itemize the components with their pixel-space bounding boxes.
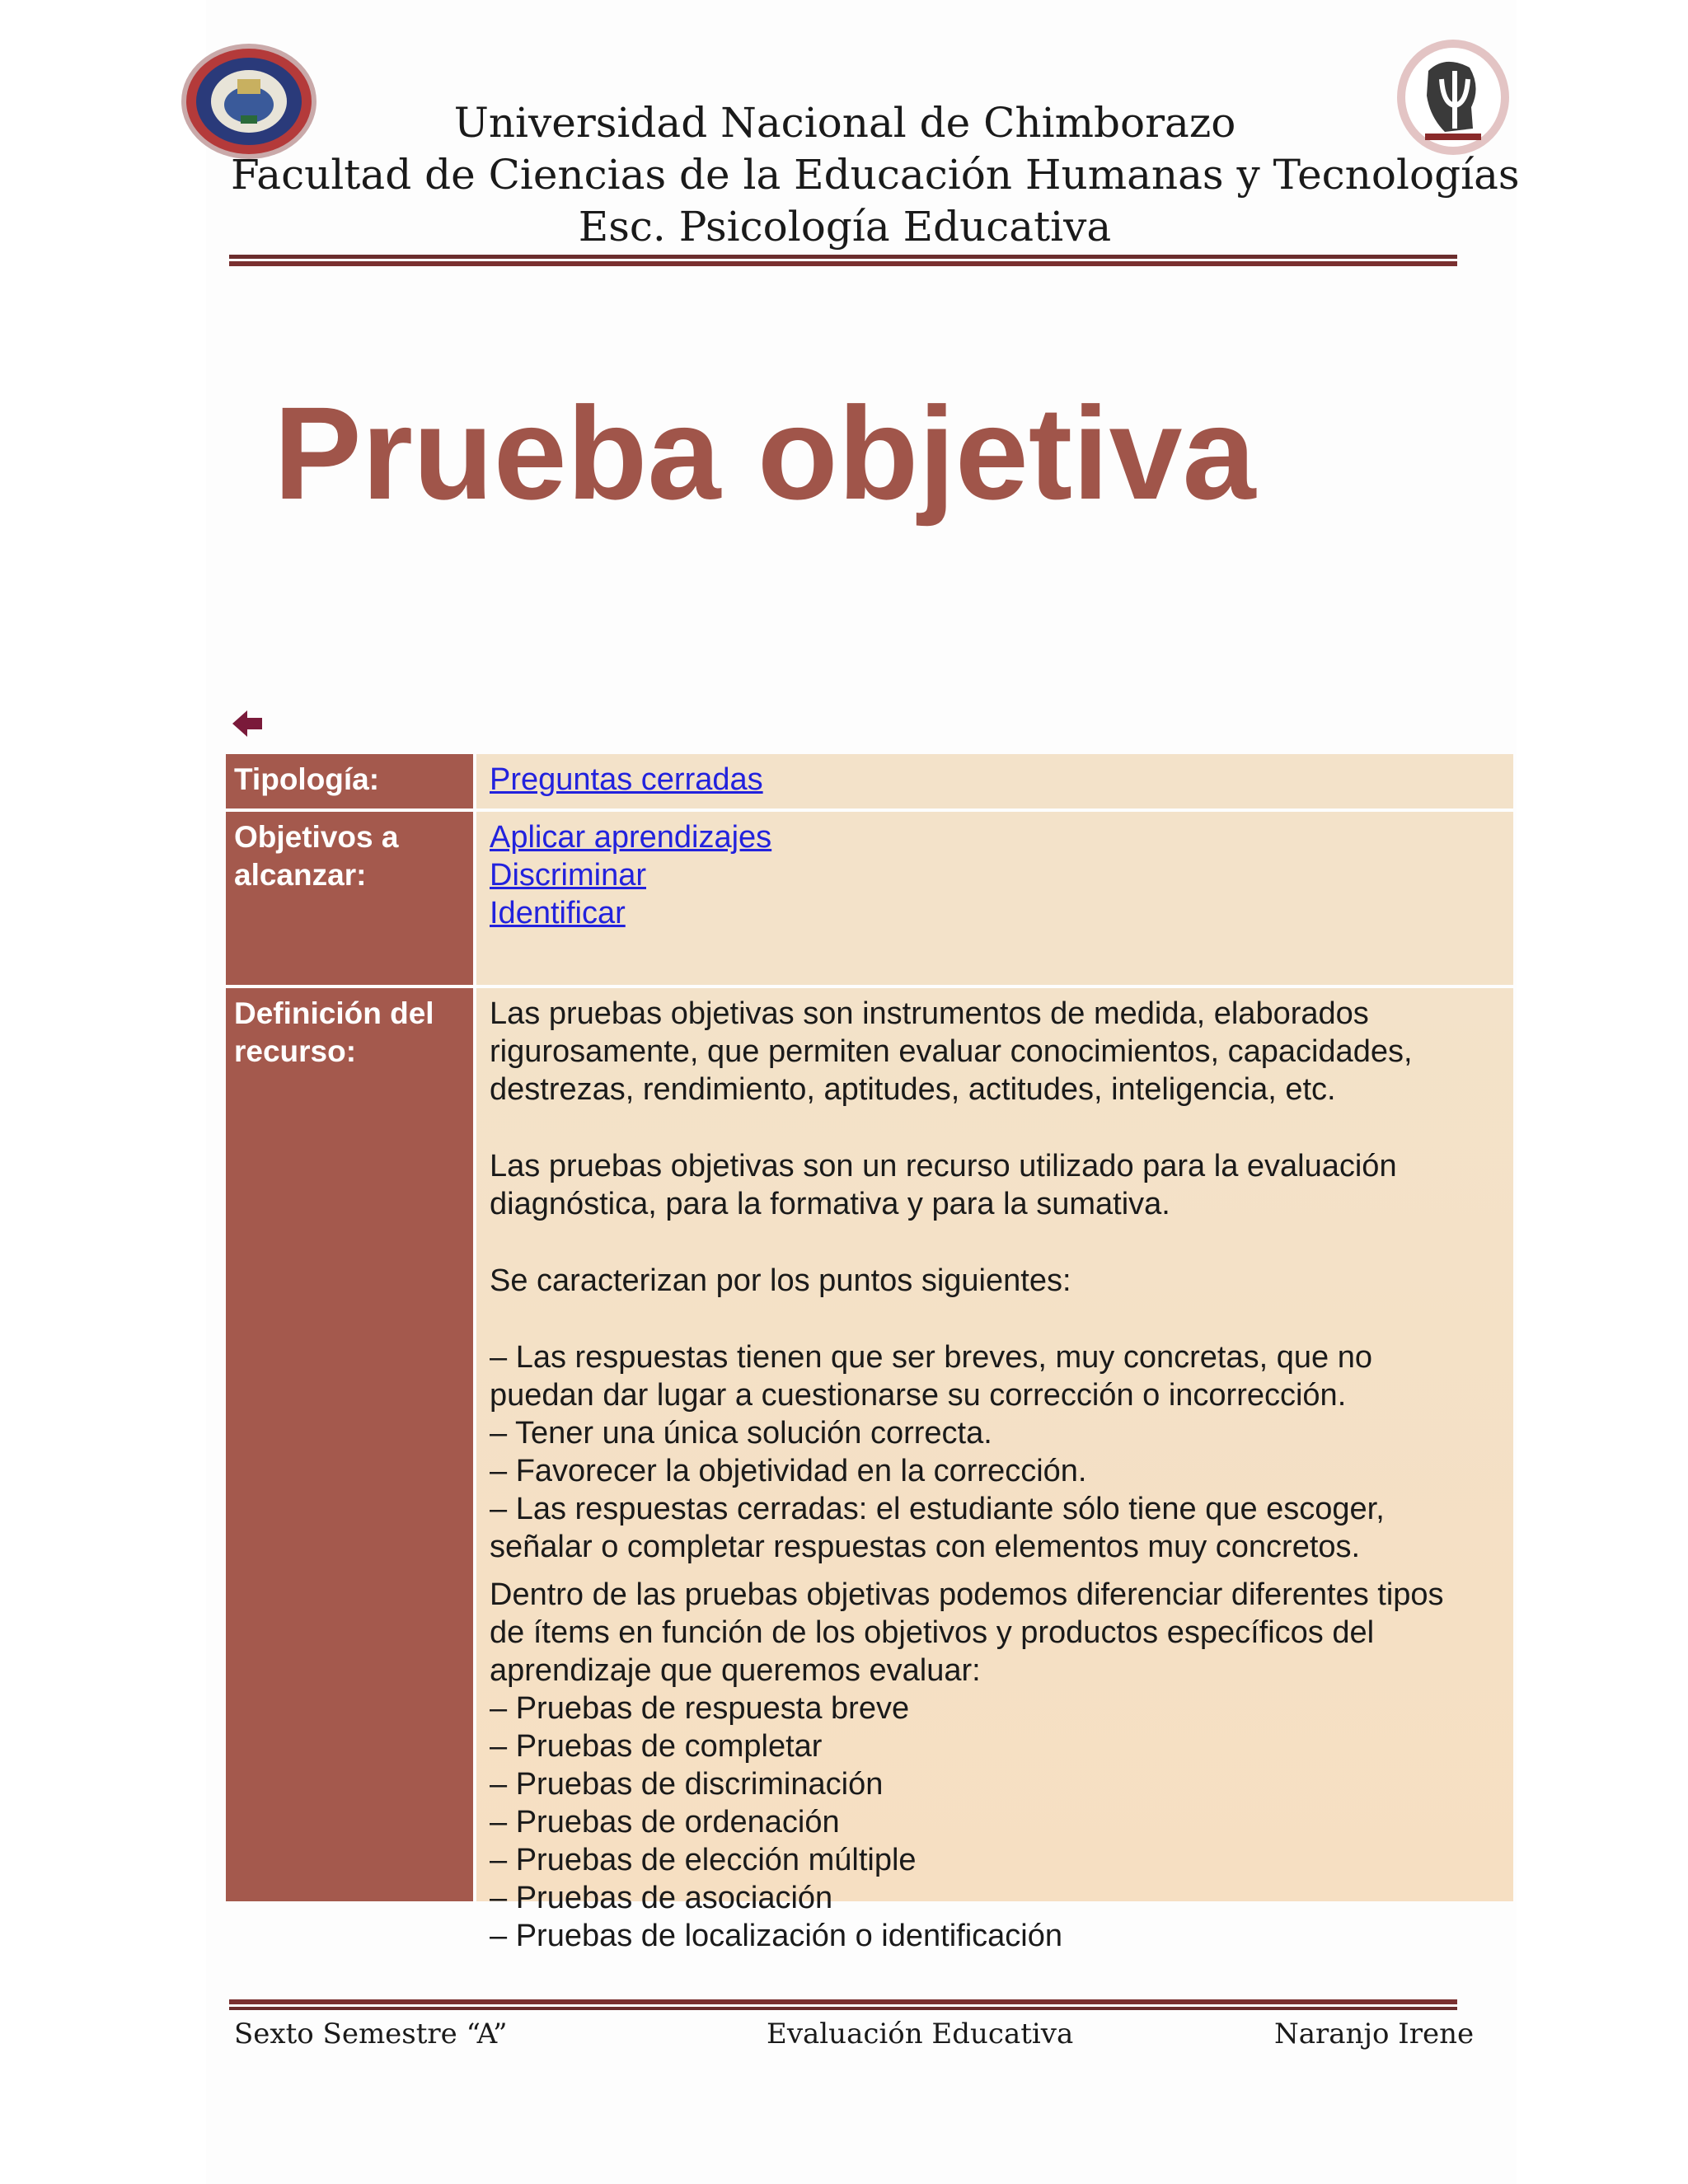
objetivos-label-line1: Objetivos a bbox=[234, 820, 399, 854]
list-item: – Pruebas de completar bbox=[490, 1729, 823, 1764]
text-line: de ítems en función de los objetivos y productos específicos del bbox=[490, 1615, 1375, 1650]
text-line: diagnóstica, para la formativa y para la sumativa. bbox=[490, 1187, 1170, 1221]
text-line: – Las respuestas cerradas: el estudiante sólo tiene que escoger, bbox=[490, 1492, 1385, 1526]
text-line: señalar o completar respuestas con elementos muy concretos. bbox=[490, 1530, 1361, 1564]
definition-paragraph bbox=[490, 995, 1513, 1108]
back-arrow-icon[interactable] bbox=[231, 705, 267, 742]
row-label bbox=[226, 988, 473, 1901]
row-content bbox=[476, 754, 1513, 808]
text-line: puedan dar lugar a cuestionarse su corrección o incorrección. bbox=[490, 1378, 1347, 1413]
footer-divider bbox=[229, 1999, 1457, 2011]
university-name: Universidad Nacional de Chimborazo bbox=[453, 99, 1236, 147]
row-label bbox=[226, 754, 473, 808]
link-identificar[interactable]: Identificar bbox=[490, 896, 626, 930]
row-content bbox=[476, 988, 1513, 1953]
list-item: – Pruebas de elección múltiple bbox=[490, 1843, 917, 1877]
row-content bbox=[476, 812, 1513, 985]
text-line: destrezas, rendimiento, aptitudes, actitudes, inteligencia, etc. bbox=[490, 1072, 1336, 1107]
footer-author: Naranjo Irene bbox=[1274, 2018, 1475, 2050]
list-item: – Pruebas de localización o identificación bbox=[490, 1919, 1062, 1953]
text-line: Dentro de las pruebas objetivas podemos diferenciar diferentes tipos bbox=[490, 1577, 1444, 1612]
link-preguntas-cerradas[interactable]: Preguntas cerradas bbox=[490, 762, 763, 797]
characteristics-list bbox=[490, 1338, 1513, 1566]
text-line: Las pruebas objetivas son un recurso utilizado para la evaluación bbox=[490, 1149, 1397, 1183]
item-types-list bbox=[490, 1576, 1513, 1955]
row-label bbox=[226, 812, 473, 985]
text-line: aprendizaje que queremos evaluar: bbox=[490, 1653, 981, 1688]
institution-header bbox=[231, 97, 1520, 253]
table-row-definicion bbox=[226, 988, 1513, 1953]
objetivos-label-line2: alcanzar: bbox=[234, 858, 367, 892]
document-title: Prueba objetiva bbox=[274, 379, 1256, 527]
link-discriminar[interactable]: Discriminar bbox=[490, 858, 646, 893]
link-aplicar-aprendizajes[interactable]: Aplicar aprendizajes bbox=[490, 820, 772, 855]
usage-paragraph bbox=[490, 1147, 1513, 1223]
list-item: – Pruebas de discriminación bbox=[490, 1767, 884, 1802]
definicion-label-line1: Definición del bbox=[234, 996, 434, 1030]
school-name: Esc. Psicología Educativa bbox=[578, 203, 1112, 251]
footer-semester: Sexto Semestre “A” bbox=[234, 2018, 508, 2050]
list-item: – Pruebas de respuesta breve bbox=[490, 1691, 910, 1726]
text-line: – Favorecer la objetividad en la corrección. bbox=[490, 1454, 1087, 1488]
text-line: – Tener una única solución correcta. bbox=[490, 1416, 992, 1451]
definicion-label-line2: recurso: bbox=[234, 1034, 357, 1068]
faculty-name: Facultad de Ciencias de la Educación Humanas y Tecnologías bbox=[231, 151, 1520, 199]
tipologia-label: Tipología: bbox=[234, 762, 380, 796]
list-item: – Pruebas de ordenación bbox=[490, 1805, 840, 1840]
footer-course: Evaluación Educativa bbox=[767, 2018, 1074, 2050]
characteristics-intro bbox=[490, 1262, 1513, 1300]
text-line: Se caracterizan por los puntos siguientes: bbox=[490, 1263, 1071, 1298]
table-row-tipologia bbox=[226, 754, 1513, 808]
table-row-objetivos bbox=[226, 812, 1513, 985]
text-line: – Las respuestas tienen que ser breves, muy concretas, que no bbox=[490, 1340, 1372, 1375]
text-line: Las pruebas objetivas son instrumentos de medida, elaborados bbox=[490, 996, 1369, 1031]
text-line: rigurosamente, que permiten evaluar conocimientos, capacidades, bbox=[490, 1034, 1413, 1069]
list-item: – Pruebas de asociación bbox=[490, 1881, 833, 1915]
header-divider bbox=[229, 255, 1457, 266]
